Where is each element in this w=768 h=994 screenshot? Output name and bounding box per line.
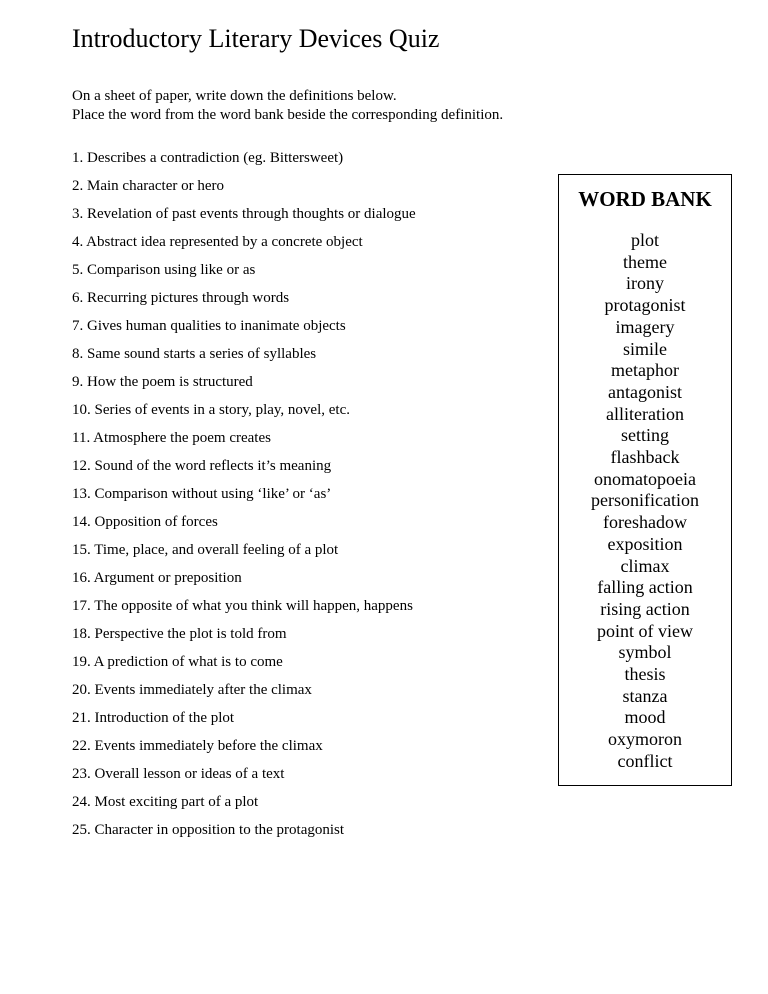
question-item: 3. Revelation of past events through thoughts or dialogue <box>72 206 416 222</box>
question-item: 2. Main character or hero <box>72 178 225 194</box>
word-bank-item: setting <box>621 425 669 446</box>
question-item: 8. Same sound starts a series of syllables <box>72 346 317 362</box>
word-bank-item: irony <box>626 273 664 294</box>
word-bank-item: personification <box>591 490 699 511</box>
question-item: 21. Introduction of the plot <box>72 710 235 726</box>
word-bank-item: climax <box>620 555 670 576</box>
question-item: 22. Events immediately before the climax <box>72 738 323 754</box>
question-item: 15. Time, place, and overall feeling of a plot <box>72 542 339 558</box>
word-bank-item: plot <box>630 230 659 250</box>
word-bank-item: mood <box>624 707 666 728</box>
word-bank-item: theme <box>623 251 667 272</box>
question-item: 17. The opposite of what you think will happen, happens <box>72 598 413 614</box>
word-bank-item: metaphor <box>611 360 679 381</box>
question-item: 23. Overall lesson or ideas of a text <box>72 766 285 782</box>
question-item: 9. How the poem is structured <box>72 374 253 390</box>
question-item: 24. Most exciting part of a plot <box>72 794 259 810</box>
word-bank-item: rising action <box>600 598 690 619</box>
word-bank-item: oxymoron <box>608 729 682 750</box>
instruction-line: On a sheet of paper, write down the definitions below. <box>72 88 397 104</box>
word-bank-item: foreshadow <box>603 512 687 533</box>
word-bank-item: protagonist <box>604 295 686 316</box>
word-bank-item: flashback <box>610 447 680 468</box>
word-bank-item: simile <box>623 338 667 359</box>
word-bank-item: falling action <box>597 577 693 598</box>
question-item: 10. Series of events in a story, play, novel, etc. <box>72 402 350 418</box>
question-list <box>72 148 416 848</box>
word-bank-item: exposition <box>607 533 683 554</box>
word-bank-item: thesis <box>624 664 666 685</box>
question-item: 25. Character in opposition to the protagonist <box>72 822 345 838</box>
question-item: 19. A prediction of what is to come <box>72 654 283 670</box>
instructions <box>72 87 503 125</box>
question-item: 13. Comparison without using ‘like’ or ‘as’ <box>72 486 332 502</box>
question-item: 4. Abstract idea represented by a concrete object <box>72 234 363 250</box>
question-item: 5. Comparison using like or as <box>72 262 256 278</box>
word-list <box>559 230 731 773</box>
word-bank-item: symbol <box>618 642 672 663</box>
word-bank <box>558 174 732 786</box>
word-bank-item: imagery <box>615 316 675 337</box>
word-bank-item: conflict <box>617 750 673 771</box>
question-item: 14. Opposition of forces <box>72 514 218 530</box>
question-item: 20. Events immediately after the climax <box>72 682 312 698</box>
page-title: Introductory Literary Devices Quiz <box>72 24 440 53</box>
word-bank-item: point of view <box>597 620 693 641</box>
word-bank-item: stanza <box>622 685 668 706</box>
word-bank-item: alliteration <box>606 403 684 424</box>
question-item: 18. Perspective the plot is told from <box>72 626 287 642</box>
word-bank-heading: WORD BANK <box>578 187 712 211</box>
question-item: 6. Recurring pictures through words <box>72 290 290 306</box>
question-item: 1. Describes a contradiction (eg. Bittersweet) <box>72 150 344 166</box>
instruction-line: Place the word from the word bank beside the corresponding definition. <box>72 107 504 123</box>
question-item: 7. Gives human qualities to inanimate objects <box>72 318 346 334</box>
question-item: 16. Argument or preposition <box>72 570 242 586</box>
question-item: 11. Atmosphere the poem creates <box>72 430 271 446</box>
word-bank-item: onomatopoeia <box>594 468 696 489</box>
question-item: 12. Sound of the word reflects it’s meaning <box>72 458 332 474</box>
word-bank-item: antagonist <box>608 381 682 402</box>
